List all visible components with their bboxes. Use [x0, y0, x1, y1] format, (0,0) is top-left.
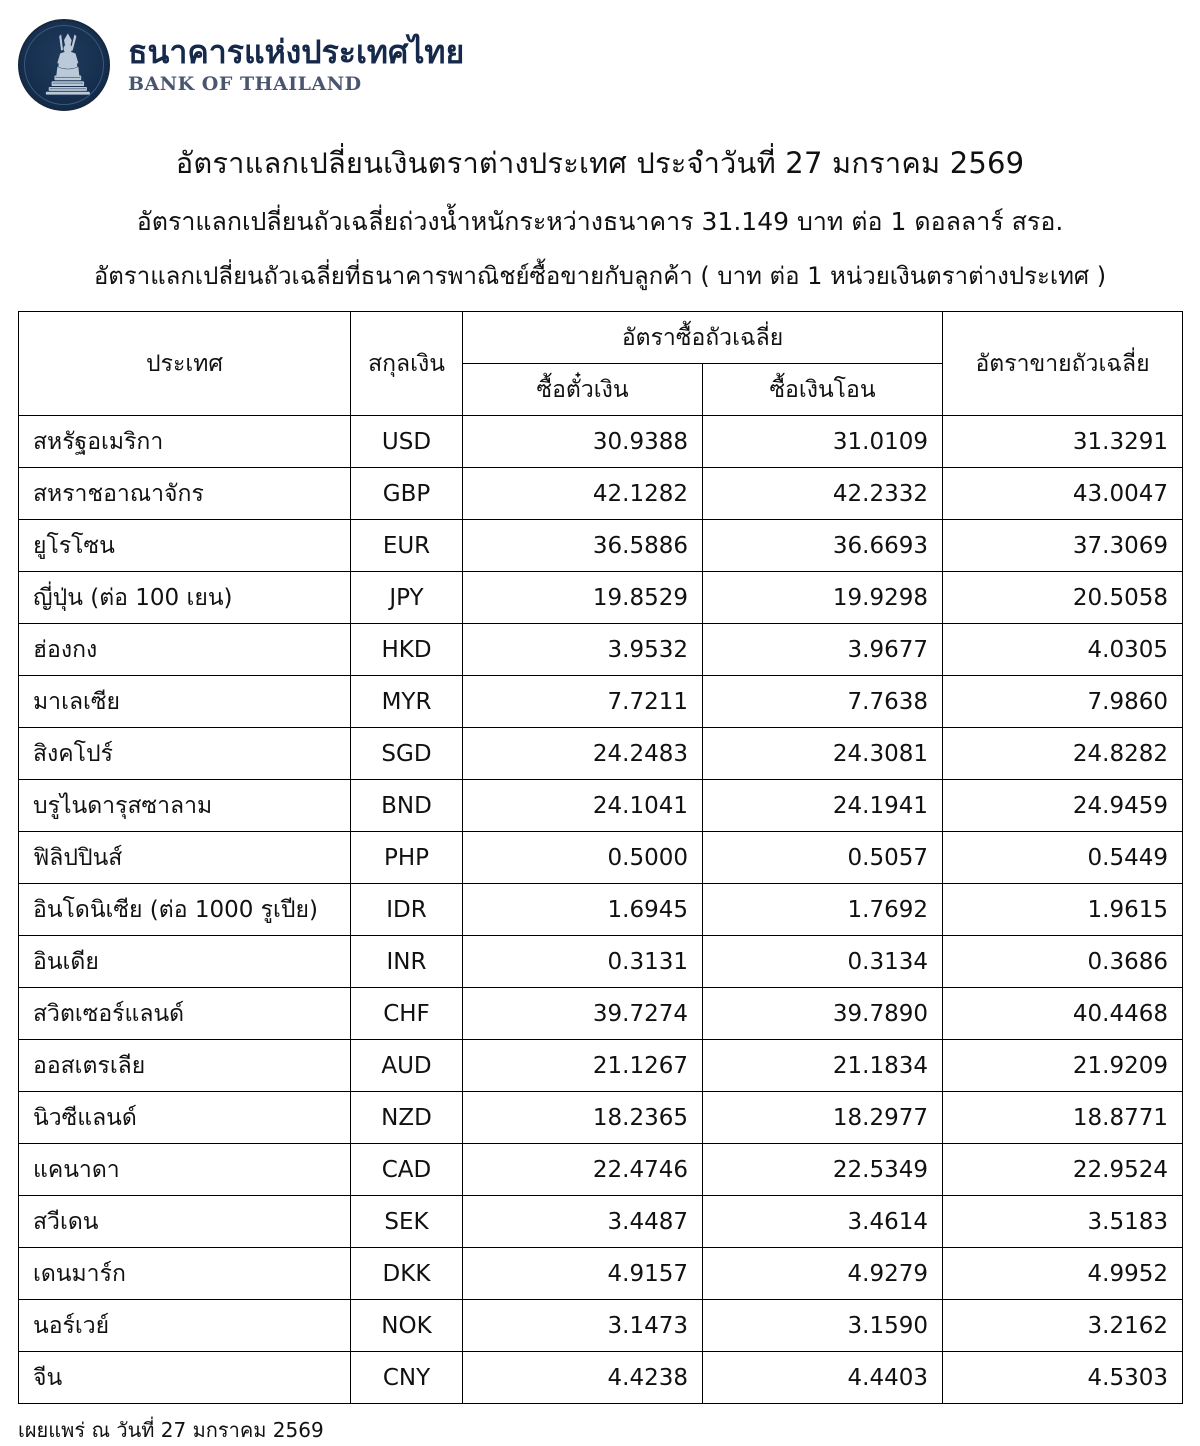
cell-sell: 0.3686 [943, 936, 1183, 988]
cell-currency-code: GBP [351, 468, 463, 520]
cell-buy-transfer: 24.1941 [703, 780, 943, 832]
column-header-buy-transfer: ซื้อเงินโอน [703, 364, 943, 416]
page-subtitle-interbank-rate: อัตราแลกเปลี่ยนถัวเฉลี่ยถ่วงน้ำหนักระหว่างธนาคาร 31.149 บาท ต่อ 1 ดอลลาร์ สรอ. [136, 207, 1064, 236]
cell-sell: 1.9615 [943, 884, 1183, 936]
table-row [19, 1040, 1183, 1092]
table-row [19, 1144, 1183, 1196]
cell-buy-transfer: 22.5349 [703, 1144, 943, 1196]
cell-country: ญี่ปุ่น (ต่อ 100 เยน) [19, 572, 351, 624]
cell-currency-code: CHF [351, 988, 463, 1040]
cell-sell: 37.3069 [943, 520, 1183, 572]
cell-buy-transfer: 18.2977 [703, 1092, 943, 1144]
cell-buy-bill: 1.6945 [463, 884, 703, 936]
exchange-rate-table-wrapper [18, 311, 1182, 1404]
cell-currency-code: NZD [351, 1092, 463, 1144]
cell-country: สิงคโปร์ [19, 728, 351, 780]
cell-currency-code: JPY [351, 572, 463, 624]
table-row [19, 572, 1183, 624]
cell-country: สหราชอาณาจักร [19, 468, 351, 520]
cell-sell: 24.9459 [943, 780, 1183, 832]
cell-sell: 3.5183 [943, 1196, 1183, 1248]
table-row [19, 780, 1183, 832]
table-row [19, 884, 1183, 936]
cell-buy-bill: 4.9157 [463, 1248, 703, 1300]
cell-buy-bill: 36.5886 [463, 520, 703, 572]
page-subtitle-commercial-rate: อัตราแลกเปลี่ยนถัวเฉลี่ยที่ธนาคารพาณิชย์ซื้อขายกับลูกค้า ( บาท ต่อ 1 หน่วยเงินตราต่างประเทศ ) [93, 262, 1107, 290]
cell-currency-code: PHP [351, 832, 463, 884]
cell-country: ยูโรโซน [19, 520, 351, 572]
table-row [19, 1092, 1183, 1144]
publication-note: เผยแพร่ ณ วันที่ 27 มกราคม 2569 [18, 1418, 324, 1442]
table-row [19, 988, 1183, 1040]
cell-buy-transfer: 21.1834 [703, 1040, 943, 1092]
page-titles [0, 140, 1200, 295]
cell-sell: 0.5449 [943, 832, 1183, 884]
cell-currency-code: DKK [351, 1248, 463, 1300]
column-header-buy-bill: ซื้อตั๋วเงิน [463, 364, 703, 416]
cell-country: สวีเดน [19, 1196, 351, 1248]
cell-sell: 4.0305 [943, 624, 1183, 676]
column-header-currency: สกุลเงิน [351, 312, 463, 416]
cell-currency-code: CNY [351, 1352, 463, 1404]
cell-buy-transfer: 4.9279 [703, 1248, 943, 1300]
cell-currency-code: SGD [351, 728, 463, 780]
column-header-sell-average: อัตราขายถัวเฉลี่ย [943, 312, 1183, 416]
table-row [19, 936, 1183, 988]
cell-currency-code: INR [351, 936, 463, 988]
cell-buy-transfer: 7.7638 [703, 676, 943, 728]
cell-buy-bill: 22.4746 [463, 1144, 703, 1196]
cell-country: อินโดนิเซีย (ต่อ 1000 รูเปีย) [19, 884, 351, 936]
cell-buy-transfer: 3.4614 [703, 1196, 943, 1248]
cell-sell: 4.5303 [943, 1352, 1183, 1404]
cell-buy-bill: 24.1041 [463, 780, 703, 832]
cell-buy-transfer: 4.4403 [703, 1352, 943, 1404]
cell-currency-code: EUR [351, 520, 463, 572]
table-row [19, 728, 1183, 780]
cell-buy-bill: 3.9532 [463, 624, 703, 676]
table-row [19, 624, 1183, 676]
cell-buy-bill: 0.3131 [463, 936, 703, 988]
cell-buy-bill: 0.5000 [463, 832, 703, 884]
cell-sell: 20.5058 [943, 572, 1183, 624]
cell-country: สวิตเซอร์แลนด์ [19, 988, 351, 1040]
cell-sell: 22.9524 [943, 1144, 1183, 1196]
bank-of-thailand-seal-icon [18, 19, 110, 111]
cell-buy-transfer: 3.1590 [703, 1300, 943, 1352]
cell-buy-bill: 18.2365 [463, 1092, 703, 1144]
brand-name-english: BANK OF THAILAND [128, 73, 362, 95]
cell-sell: 40.4468 [943, 988, 1183, 1040]
cell-buy-bill: 7.7211 [463, 676, 703, 728]
table-row [19, 832, 1183, 884]
cell-buy-bill: 42.1282 [463, 468, 703, 520]
cell-buy-transfer: 0.5057 [703, 832, 943, 884]
table-row [19, 416, 1183, 468]
cell-country: สหรัฐอเมริกา [19, 416, 351, 468]
cell-country: เดนมาร์ก [19, 1248, 351, 1300]
cell-sell: 4.9952 [943, 1248, 1183, 1300]
brand-text [128, 33, 465, 95]
table-body [19, 416, 1183, 1404]
table-row [19, 1196, 1183, 1248]
table-row [19, 676, 1183, 728]
cell-buy-bill: 4.4238 [463, 1352, 703, 1404]
cell-buy-bill: 39.7274 [463, 988, 703, 1040]
table-row [19, 1352, 1183, 1404]
cell-sell: 18.8771 [943, 1092, 1183, 1144]
cell-currency-code: AUD [351, 1040, 463, 1092]
cell-buy-transfer: 19.9298 [703, 572, 943, 624]
cell-sell: 43.0047 [943, 468, 1183, 520]
cell-sell: 7.9860 [943, 676, 1183, 728]
cell-buy-bill: 3.1473 [463, 1300, 703, 1352]
cell-buy-transfer: 36.6693 [703, 520, 943, 572]
cell-country: นิวซีแลนด์ [19, 1092, 351, 1144]
cell-sell: 24.8282 [943, 728, 1183, 780]
table-row [19, 520, 1183, 572]
cell-country: มาเลเซีย [19, 676, 351, 728]
cell-buy-bill: 30.9388 [463, 416, 703, 468]
cell-country: อินเดีย [19, 936, 351, 988]
cell-buy-transfer: 1.7692 [703, 884, 943, 936]
cell-country: ออสเตรเลีย [19, 1040, 351, 1092]
cell-buy-bill: 3.4487 [463, 1196, 703, 1248]
cell-currency-code: IDR [351, 884, 463, 936]
cell-buy-bill: 21.1267 [463, 1040, 703, 1092]
cell-country: บรูไนดารุสซาลาม [19, 780, 351, 832]
cell-currency-code: CAD [351, 1144, 463, 1196]
cell-currency-code: HKD [351, 624, 463, 676]
brand-header [0, 0, 1200, 118]
column-header-country: ประเทศ [19, 312, 351, 416]
cell-buy-transfer: 24.3081 [703, 728, 943, 780]
cell-country: แคนาดา [19, 1144, 351, 1196]
table-header-row-primary [19, 312, 1183, 364]
cell-sell: 3.2162 [943, 1300, 1183, 1352]
cell-currency-code: NOK [351, 1300, 463, 1352]
table-row [19, 1300, 1183, 1352]
cell-sell: 31.3291 [943, 416, 1183, 468]
cell-currency-code: SEK [351, 1196, 463, 1248]
cell-buy-transfer: 42.2332 [703, 468, 943, 520]
table-row [19, 468, 1183, 520]
cell-buy-transfer: 31.0109 [703, 416, 943, 468]
cell-country: ฟิลิปปินส์ [19, 832, 351, 884]
cell-currency-code: MYR [351, 676, 463, 728]
exchange-rate-table [18, 311, 1183, 1404]
page-title: อัตราแลกเปลี่ยนเงินตราต่างประเทศ ประจำวันที่ 27 มกราคม 2569 [175, 146, 1025, 180]
cell-country: ฮ่องกง [19, 624, 351, 676]
column-header-buy-group: อัตราซื้อถัวเฉลี่ย [463, 312, 943, 364]
cell-country: นอร์เวย์ [19, 1300, 351, 1352]
cell-buy-transfer: 3.9677 [703, 624, 943, 676]
cell-currency-code: BND [351, 780, 463, 832]
table-head [19, 312, 1183, 416]
table-row [19, 1248, 1183, 1300]
brand-name-thai: ธนาคารแห่งประเทศไทย [128, 33, 465, 71]
cell-buy-transfer: 39.7890 [703, 988, 943, 1040]
cell-currency-code: USD [351, 416, 463, 468]
cell-buy-bill: 24.2483 [463, 728, 703, 780]
cell-sell: 21.9209 [943, 1040, 1183, 1092]
cell-buy-bill: 19.8529 [463, 572, 703, 624]
cell-country: จีน [19, 1352, 351, 1404]
cell-buy-transfer: 0.3134 [703, 936, 943, 988]
